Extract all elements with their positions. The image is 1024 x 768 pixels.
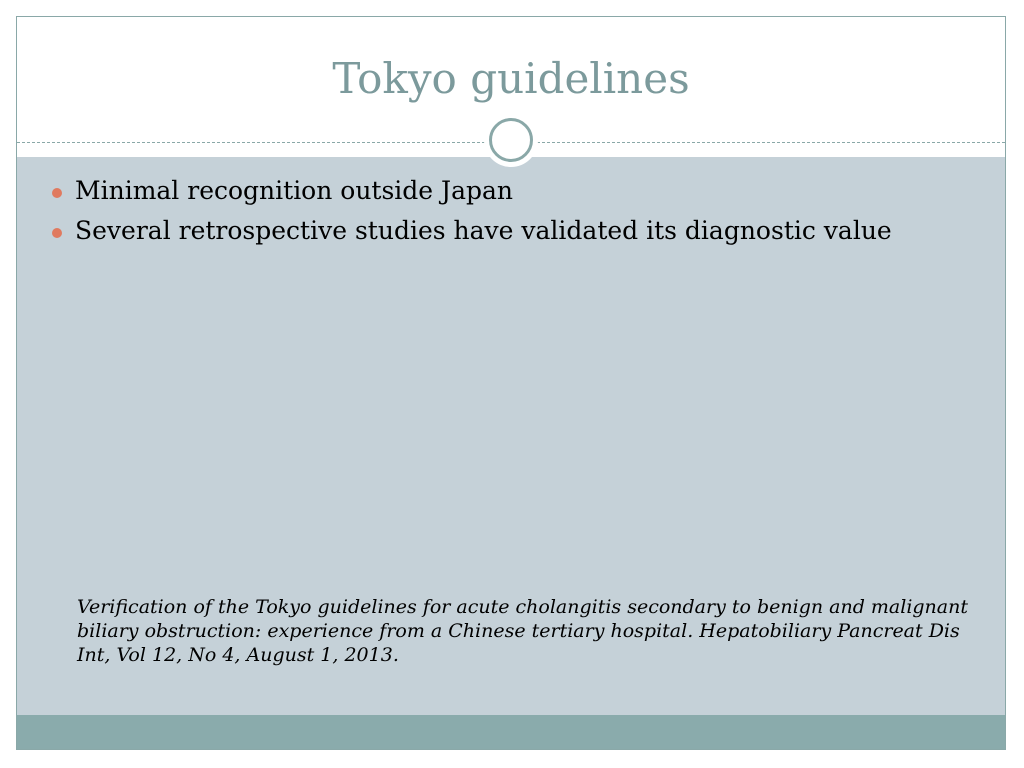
content-area <box>17 157 1005 715</box>
footer-band <box>17 715 1005 750</box>
bullet-list <box>45 175 945 255</box>
bullet-text: Several retrospective studies have validated its diagnostic value <box>75 216 892 245</box>
circle-ring <box>489 118 533 162</box>
bullet-item <box>45 175 945 207</box>
slide <box>16 16 1006 750</box>
slide-title: Tokyo guidelines <box>332 54 690 103</box>
citation-text: Verification of the Tokyo guidelines for acute cholangitis secondary to benign and malignant biliary obstruction: experience from a Chinese tertiary hospital. Hepatobiliary Pancreat Dis Int, Vol 12, No 4, August 1, 2013. <box>77 596 968 666</box>
bullet-text: Minimal recognition outside Japan <box>75 176 513 205</box>
bullet-dot-icon <box>52 188 62 198</box>
bullet-dot-icon <box>52 228 62 238</box>
bullet-item <box>45 215 945 247</box>
divider-circle-icon <box>484 113 538 167</box>
